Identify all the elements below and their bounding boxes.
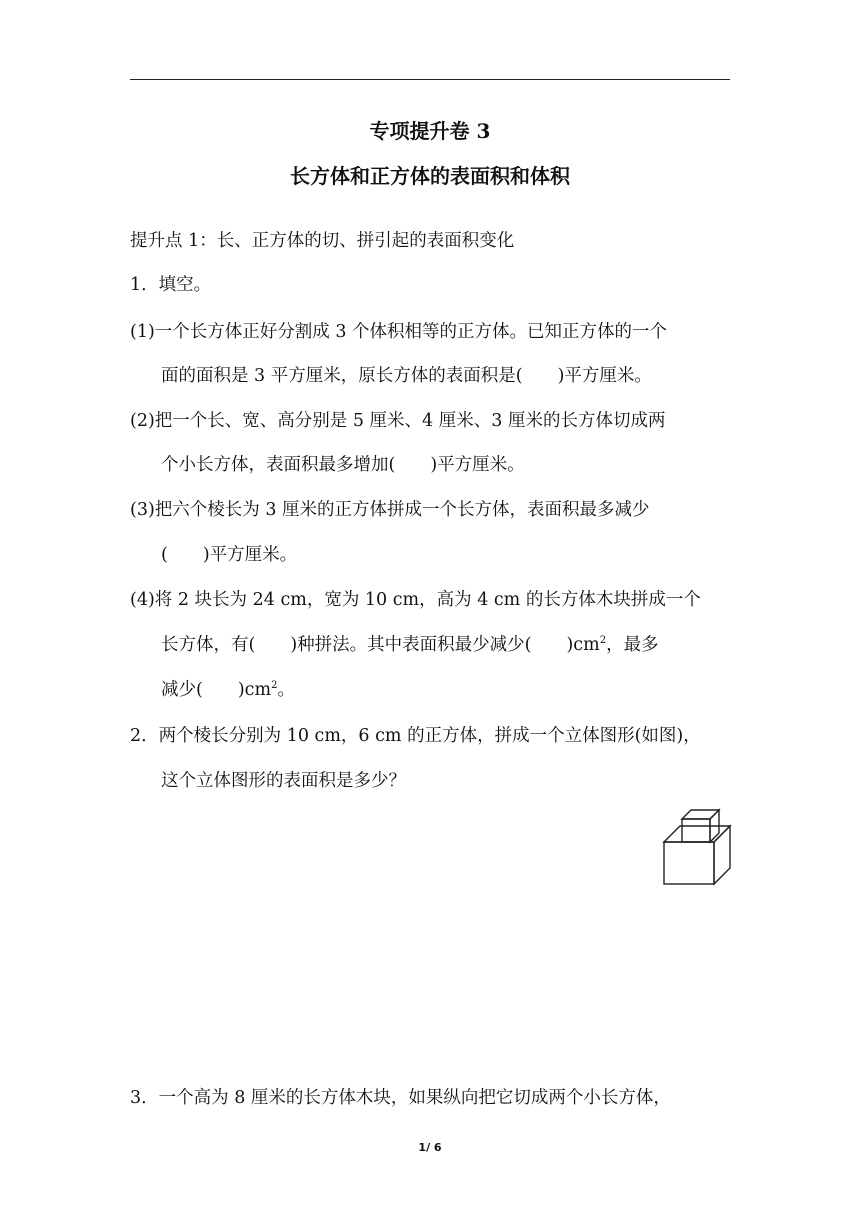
doc-title: 专项提升卷 3 bbox=[369, 119, 491, 143]
question-1-4-line-3 bbox=[161, 678, 295, 702]
stacked-cubes-figure bbox=[660, 806, 734, 888]
question-1-3-line-2: ( )平方厘米。 bbox=[161, 545, 298, 565]
q1-4-line3-text-b: 。 bbox=[277, 680, 295, 700]
small-cube-top bbox=[682, 810, 719, 819]
question-3-line-1: 3．一个高为 8 厘米的长方体木块，如果纵向把它切成两个小长方体， bbox=[130, 1088, 671, 1108]
superscript-2: 2 bbox=[599, 635, 607, 647]
q1-4-line3-text-a: 减少( )cm bbox=[161, 680, 272, 700]
question-1-2-line-2: 个小长方体，表面积最多增加( )平方厘米。 bbox=[161, 455, 525, 475]
page-number: 1/ 6 bbox=[418, 1141, 442, 1154]
small-cube-front bbox=[682, 819, 710, 842]
question-1-3-line-1: (3)把六个棱长为 3 厘米的正方体拼成一个长方体，表面积最多减少 bbox=[130, 500, 650, 520]
large-cube-front bbox=[664, 842, 714, 884]
question-1-1-line-2: 面的面积是 3 平方厘米，原长方体的表面积是( )平方厘米。 bbox=[161, 366, 652, 386]
large-cube-top bbox=[664, 826, 730, 842]
question-2-line-2: 这个立体图形的表面积是多少？ bbox=[161, 771, 406, 791]
q1-4-line2-text-a: 长方体，有( )种拼法。其中表面积最少减少( )cm bbox=[161, 635, 600, 655]
question-1-4-line-2 bbox=[161, 633, 659, 657]
header-rule bbox=[130, 79, 730, 80]
question-1-1-line-1: (1)一个长方体正好分割成 3 个体积相等的正方体。已知正方体的一个 bbox=[130, 322, 668, 342]
question-2-line-1: 2．两个棱长分别为 10 cm，6 cm 的正方体，拼成一个立体图形(如图)， bbox=[130, 726, 701, 746]
question-1-4-line-1: (4)将 2 块长为 24 cm，宽为 10 cm，高为 4 cm 的长方体木块拼成一个 bbox=[130, 590, 701, 610]
doc-subtitle: 长方体和正方体的表面积和体积 bbox=[290, 164, 570, 188]
section-heading: 提升点 1：长、正方体的切、拼引起的表面积变化 bbox=[130, 231, 515, 251]
question-1-heading: 1．填空。 bbox=[130, 275, 212, 295]
question-1-2-line-1: (2)把一个长、宽、高分别是 5 厘米、4 厘米、3 厘米的长方体切成两 bbox=[130, 411, 666, 431]
superscript-2: 2 bbox=[271, 680, 278, 692]
q1-4-line2-text-b: ，最多 bbox=[606, 635, 659, 655]
